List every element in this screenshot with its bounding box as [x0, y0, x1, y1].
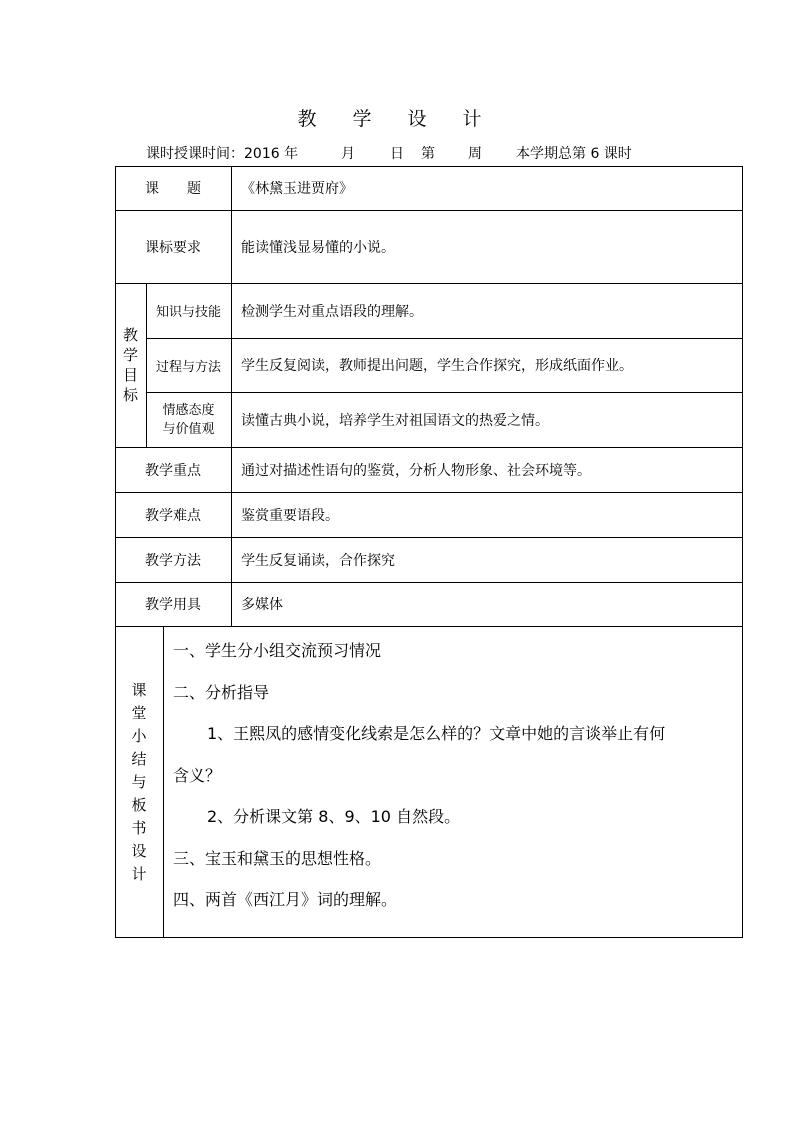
meta-day: 日: [390, 146, 404, 162]
summary-line-1: 一、学生分小组交流预习情况: [173, 641, 382, 660]
goal-emotion-label: [146, 392, 231, 447]
topic-label: 课 题: [145, 181, 201, 197]
meta-total-lessons: 本学期总第 6 课时: [516, 146, 632, 162]
summary-line-7: 四、两首《西江月》词的理解。: [173, 890, 398, 909]
summary-line-4: 含义？: [173, 766, 222, 785]
summary-label: [115, 626, 163, 938]
summary-line-6: 三、宝玉和黛玉的思想性格。: [173, 849, 382, 868]
tools-value: 多媒体: [241, 597, 283, 613]
topic-value: 《林黛玉进贾府》: [241, 181, 353, 197]
difficulty-value: 鉴赏重要语段。: [241, 507, 339, 524]
goal-knowledge-value: 检测学生对重点语段的理解。: [241, 303, 423, 320]
goal-emotion-label-line2: 与价值观: [162, 421, 215, 437]
meta-date-prefix: 课时授课时间：2016 年: [146, 146, 299, 162]
standard-label: 课标要求: [145, 239, 201, 256]
goal-process-label: 过程与方法: [155, 359, 221, 375]
meta-week-prefix: 第: [421, 146, 435, 162]
summary-line-3: 1、王熙凤的感情变化线索是怎么样的？文章中她的言谈举止有何: [207, 724, 666, 743]
summary-label-text: 课堂小结与板书设计: [131, 680, 147, 883]
meta-week-suffix: 周: [468, 146, 482, 162]
goal-emotion-value: 读懂古典小说，培养学生对祖国语文的热爱之情。: [241, 412, 549, 429]
goal-knowledge-label: 知识与技能: [155, 305, 221, 320]
row-divider: [115, 626, 743, 627]
column-divider: [231, 166, 232, 626]
summary-line-5: 2、分析课文第 8、9、10 自然段。: [207, 807, 461, 826]
document-title: 教 学 设 计: [297, 108, 497, 130]
goals-label-text: 教学目标: [122, 326, 138, 404]
summary-line-2: 二、分析指导: [173, 683, 270, 702]
meta-month: 月: [341, 146, 355, 162]
standard-value: 能读懂浅显易懂的小说。: [241, 239, 395, 256]
tools-label: 教学用具: [145, 597, 201, 613]
method-label: 教学方法: [145, 552, 201, 569]
method-value: 学生反复诵读，合作探究: [241, 552, 395, 569]
difficulty-label: 教学难点: [145, 507, 201, 524]
key-points-label: 教学重点: [145, 462, 201, 479]
goal-process-value: 学生反复阅读，教师提出问题，学生合作探究，形成纸面作业。: [241, 358, 633, 374]
goals-label: [115, 283, 146, 447]
column-divider: [163, 626, 164, 938]
goal-emotion-label-line1: 情感态度: [162, 402, 215, 418]
key-points-value: 通过对描述性语句的鉴赏，分析人物形象、社会环境等。: [241, 462, 591, 479]
